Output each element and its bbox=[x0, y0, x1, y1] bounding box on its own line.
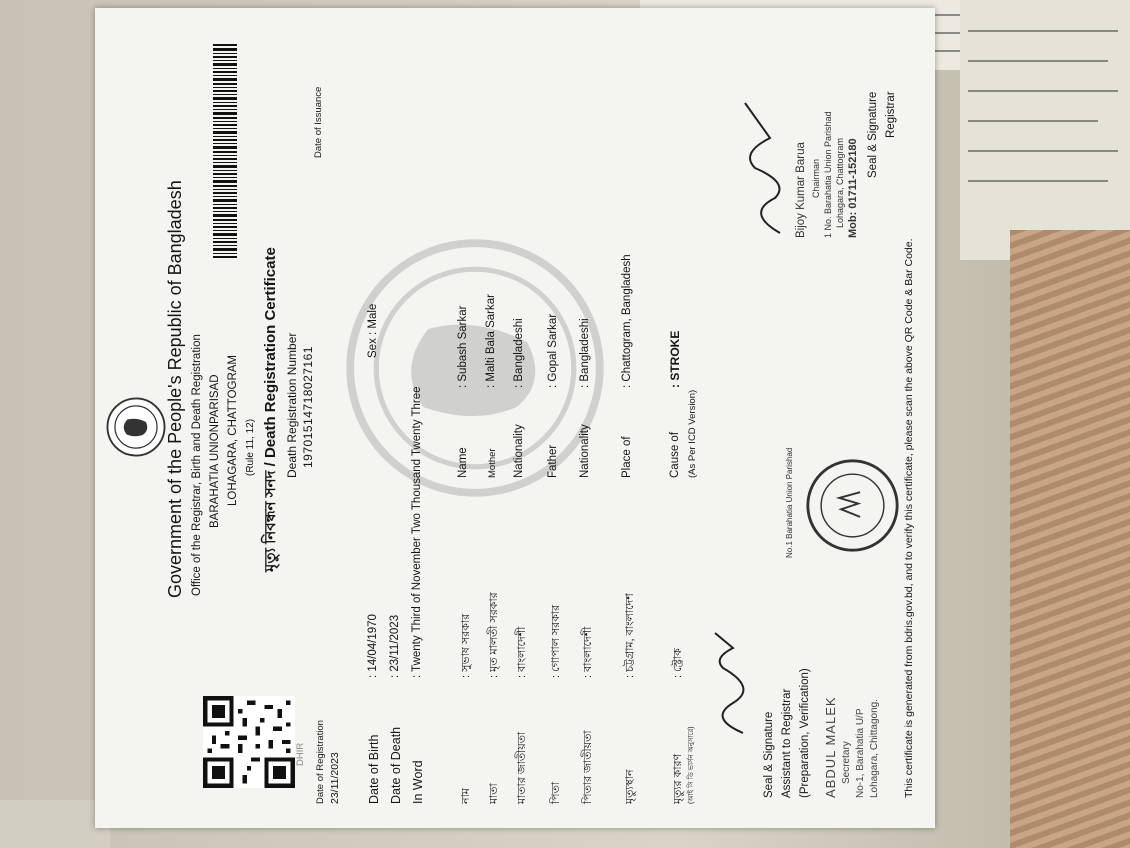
fabric bbox=[1010, 230, 1130, 848]
father-value: : Gopal Sarkar bbox=[547, 313, 559, 388]
newspaper-right bbox=[960, 0, 1130, 260]
name-label: Name bbox=[457, 447, 469, 478]
location: LOHAGARA, CHATTOGRAM bbox=[227, 354, 239, 506]
sex-value: Sex : Male bbox=[367, 303, 379, 358]
government-title: Government of the People's Republic of Bangladesh bbox=[165, 180, 185, 598]
father-label: Father bbox=[547, 444, 559, 478]
dod-label: Date of Death bbox=[389, 726, 403, 804]
registrar-office: 1 No. Barahatia Union Parishad bbox=[823, 111, 833, 238]
inword-value: : Twenty Third of November Two Thousand Twenty Three bbox=[411, 386, 423, 678]
dob-value: : 14/04/1970 bbox=[367, 614, 379, 678]
cause-bn-sub: (আই সি ডি ভার্সন অনুসারে) bbox=[688, 726, 695, 804]
secretary-name: ABDUL MALEK bbox=[823, 696, 838, 798]
mother-bn-label: মাতা bbox=[488, 783, 500, 804]
inword-label: In Word bbox=[411, 760, 425, 804]
date-of-registration-value: 23/11/2023 bbox=[329, 752, 341, 804]
mother-nationality-bn-value: : বাংলাদেশী bbox=[516, 626, 528, 678]
cause-sub: (As Per ICD Version) bbox=[687, 389, 698, 478]
cause-value: : STROKE bbox=[668, 330, 682, 388]
secretary-office: No-1, Barahatia U/P bbox=[855, 708, 866, 798]
office-name: Office of the Registrar, Birth and Death Registration bbox=[191, 334, 203, 596]
registrar-role: Registrar bbox=[885, 91, 897, 138]
union-name: BARAHATIA UNIONPARISAD bbox=[209, 374, 221, 528]
verification-footer: This certificate is generated from bdris.gov.bd, and to verify this certificate, please scan the above QR Code & Bar Code. bbox=[903, 238, 915, 798]
cause-bn-value: : স্ট্রোক bbox=[672, 648, 684, 678]
rule-reference: (Rule 11, 12) bbox=[245, 418, 256, 476]
left-signature-icon bbox=[703, 628, 753, 738]
qr-code-icon bbox=[203, 696, 295, 788]
registrar-name: Bijoy Kumar Barua bbox=[795, 142, 807, 238]
death-certificate bbox=[95, 8, 935, 828]
father-bn-value: : গোপাল সরকার bbox=[550, 604, 562, 678]
dhir-label: DHIR bbox=[295, 742, 306, 766]
father-nationality-bn-label: পিতার জাতীয়তা bbox=[582, 730, 594, 804]
drn-label: Death Registration Number bbox=[285, 332, 299, 478]
certificate-title: মৃত্যু নিবন্ধন সনদ / Death Registration Certificate bbox=[262, 247, 279, 572]
right-seal-signature: Seal & Signature bbox=[867, 91, 879, 178]
name-bn-label: নাম bbox=[460, 788, 472, 804]
father-nationality-value: : Bangladeshi bbox=[579, 318, 591, 388]
father-nationality-bn-value: : বাংলাদেশী bbox=[582, 626, 594, 678]
date-of-issuance-label: Date of Issuance bbox=[313, 86, 324, 158]
right-signature-icon bbox=[735, 98, 795, 238]
dod-value: : 23/11/2023 bbox=[389, 614, 401, 678]
barcode-icon bbox=[213, 43, 237, 258]
union-seal-icon bbox=[805, 458, 900, 553]
father-bn-label: পিতা bbox=[550, 781, 562, 804]
cause-label: Cause of bbox=[669, 431, 681, 478]
seal-text: No.1 Barahatia Union Parishad bbox=[785, 447, 794, 558]
government-emblem-icon bbox=[105, 396, 167, 458]
registrar-mobile: Mob: 01711-152180 bbox=[847, 138, 859, 238]
name-bn-value: : সুভাষ সরকার bbox=[460, 613, 472, 678]
mother-nationality-label: Nationality bbox=[513, 424, 525, 478]
mother-label: Mother bbox=[487, 448, 498, 478]
registrar-title: Chairman bbox=[811, 158, 821, 198]
secretary-title: Secretary bbox=[841, 741, 852, 784]
dob-label: Date of Birth bbox=[367, 734, 381, 804]
secretary-place: Lohagara, Chittagong. bbox=[869, 699, 880, 798]
cause-bn-label: মৃত্যুর কারণ bbox=[672, 753, 684, 804]
registrar-place: Lohagara, Chattogram bbox=[835, 137, 845, 228]
left-seal-signature: Seal & Signature bbox=[763, 711, 775, 798]
newspaper-left bbox=[0, 800, 110, 848]
left-role: Assistant to Registrar bbox=[781, 688, 793, 798]
place-bn-label: মৃত্যুস্থান bbox=[624, 769, 636, 804]
left-role-detail: (Preparation, Verification) bbox=[799, 668, 811, 798]
mother-value: : Malti Bala Sarkar bbox=[485, 294, 497, 388]
drn-value: 19701514718027161 bbox=[301, 346, 315, 468]
name-value: : Subash Sarkar bbox=[457, 305, 469, 388]
place-value: : Chattogram, Bangladesh bbox=[621, 254, 633, 388]
place-bn-value: : চট্টগ্রাম, বাংলাদেশ bbox=[624, 593, 636, 678]
date-of-registration-label: Date of Registration bbox=[315, 720, 326, 804]
father-nationality-label: Nationality bbox=[579, 424, 591, 478]
place-label: Place of bbox=[621, 436, 633, 478]
mother-bn-value: : মৃত মালতী সরকার bbox=[488, 592, 500, 678]
mother-nationality-value: : Bangladeshi bbox=[513, 318, 525, 388]
watermark-emblem-icon bbox=[345, 238, 605, 498]
mother-nationality-bn-label: মাতার জাতীয়তা bbox=[516, 731, 528, 804]
